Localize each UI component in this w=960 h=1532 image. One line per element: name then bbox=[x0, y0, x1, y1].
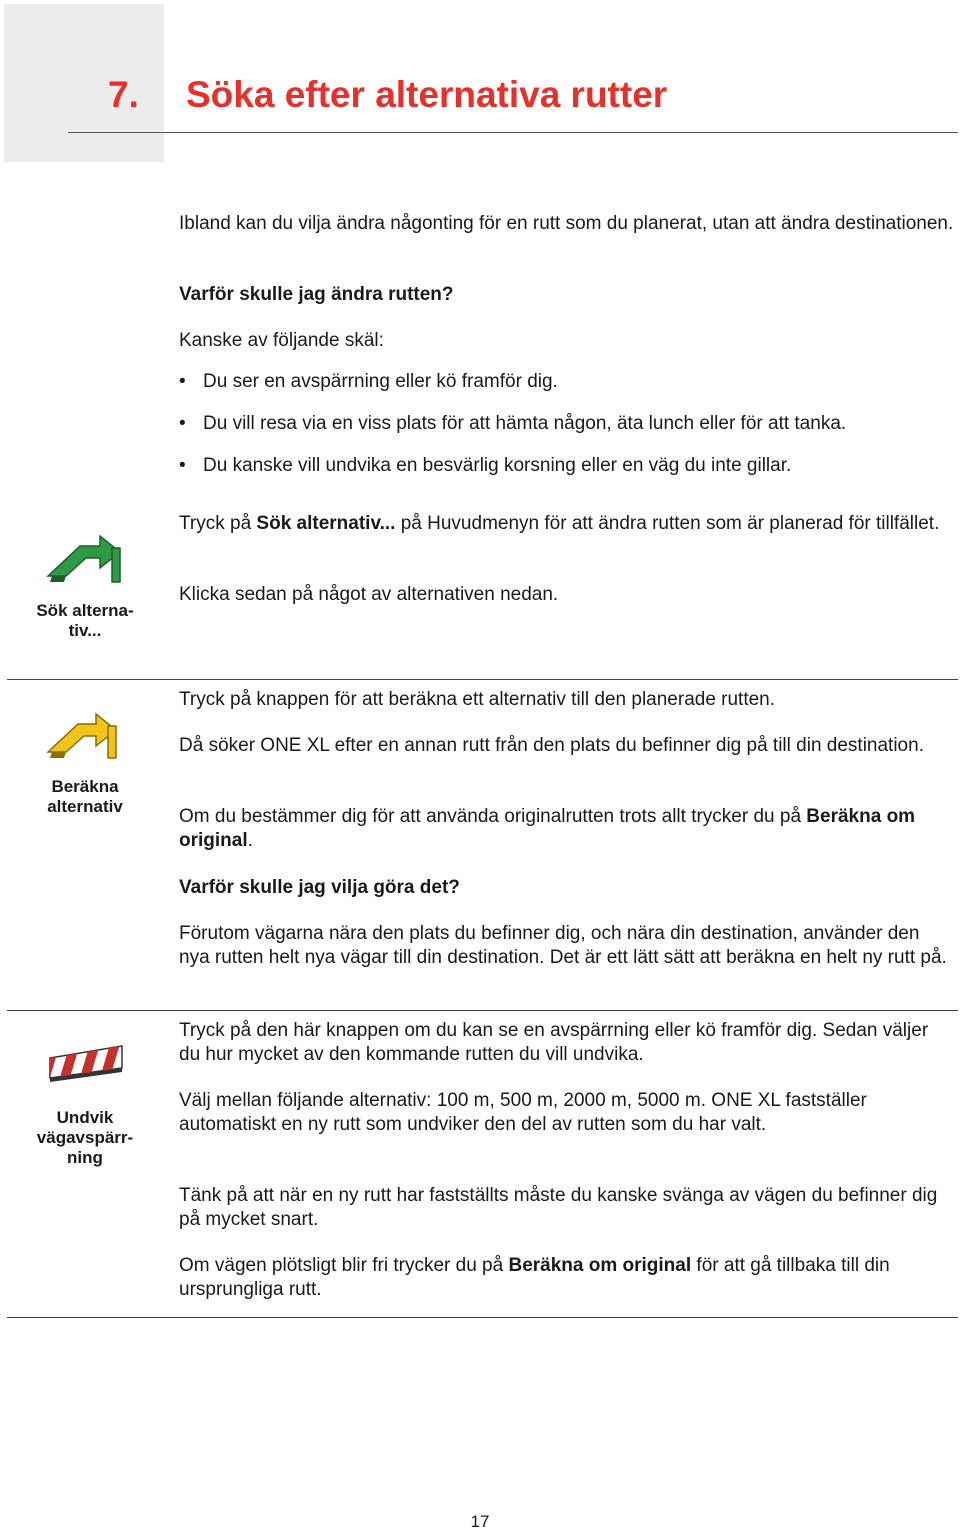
section-divider bbox=[7, 1010, 958, 1011]
calc-paragraph-1: Tryck på knappen för att beräkna ett alternativ till den planerade rutten. bbox=[179, 689, 776, 710]
find-alternative-label: Sök alterna- tiv... bbox=[36, 601, 134, 640]
calc-paragraph-2: Då söker ONE XL efter en annan rutt från den plats du befinner dig på till din destination. bbox=[179, 735, 924, 756]
list-item: • Du ser en avspärrning eller kö framför dig. bbox=[179, 371, 558, 392]
section-divider bbox=[7, 1317, 958, 1318]
page-number: 17 bbox=[470, 1512, 490, 1531]
calc-paragraph-3: Om du bestämmer dig för att använda originalrutten trots allt trycker du på Beräkna om original. bbox=[179, 806, 916, 851]
avoid-paragraph-4: Om vägen plötsligt blir fri trycker du på Beräkna om original för att gå tillbaka till din ursprungliga rutt. bbox=[179, 1255, 890, 1300]
section-divider bbox=[7, 679, 958, 680]
reasons-list bbox=[179, 370, 959, 496]
list-item: • Du vill resa via en viss plats för att hämta någon, äta lunch eller för att tanka. bbox=[179, 413, 847, 434]
list-item: • Du kanske vill undvika en besvärlig korsning eller en väg du inte gillar. bbox=[179, 455, 792, 476]
chapter-title: Söka efter alternativa rutter bbox=[186, 74, 668, 115]
find-paragraph-2: Klicka sedan på något av alternativen nedan. bbox=[179, 584, 559, 605]
find-paragraph-1: Tryck på Sök alternativ... på Huvudmenyn för att ändra rutten som är planerad för tillfället. bbox=[179, 513, 940, 534]
calculate-alternative-label: Beräkna alternativ bbox=[47, 777, 123, 816]
avoid-paragraph-1: Tryck på den här knappen om du kan se en avspärrning eller kö framför dig. Sedan väljer du hur mycket av den kommande rutten du vill undvika. bbox=[179, 1020, 929, 1065]
reasons-lead: Kanske av följande skäl: bbox=[179, 330, 384, 351]
alternative-route-icon[interactable] bbox=[44, 530, 128, 586]
avoid-roadblock-label: Undvik vägavspärr- ning bbox=[36, 1108, 134, 1167]
title-rule bbox=[68, 132, 958, 133]
calc-question: Varför skulle jag vilja göra det? bbox=[179, 877, 460, 898]
intro-question: Varför skulle jag ändra rutten? bbox=[179, 284, 454, 305]
roadblock-barrier-icon[interactable] bbox=[44, 1044, 126, 1084]
chapter-number: 7. bbox=[108, 74, 139, 115]
calculate-alternative-icon[interactable] bbox=[44, 706, 124, 762]
chapter-header-box bbox=[4, 4, 164, 162]
avoid-paragraph-2: Välj mellan följande alternativ: 100 m, 500 m, 2000 m, 5000 m. ONE XL fastställer automatiskt en ny rutt som undviker den del av rutten som du har valt. bbox=[179, 1090, 867, 1135]
avoid-paragraph-3: Tänk på att när en ny rutt har fastställts måste du kanske svänga av vägen du befinner dig på mycket snart. bbox=[179, 1185, 938, 1230]
intro-paragraph: Ibland kan du vilja ändra någonting för en rutt som du planerat, utan att ändra destinationen. bbox=[179, 213, 954, 234]
calc-paragraph-4: Förutom vägarna nära den plats du befinner dig, och nära din destination, använder den nya rutten helt nya vägar till din destination. Det är ett lätt sätt att beräkna en helt ny rutt på. bbox=[179, 923, 947, 968]
